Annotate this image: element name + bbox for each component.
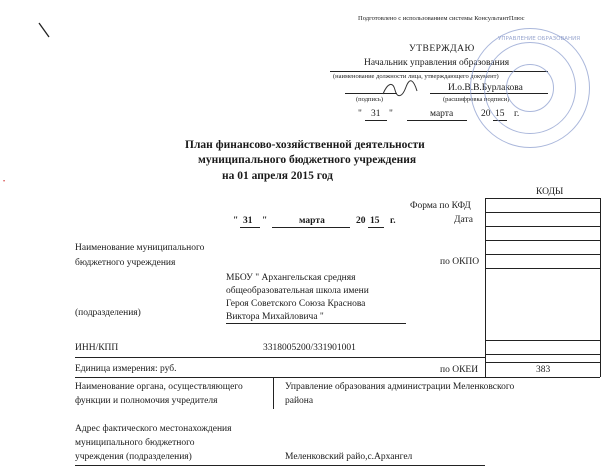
approval-date-close-quote: " [389,109,393,119]
header-note: Подготовлено с использованием системы КонсультантПлюс [358,15,525,22]
date-open-quote: " [233,216,239,226]
institution-value-line2: общеобразовательная школа имени [226,286,369,296]
name-caption: (расшифровка подписи) [443,96,510,103]
signature-mark [380,78,420,102]
founder-value-line1: Управление образования администрации Меленковского [285,382,515,392]
approval-day: 31 [371,109,381,119]
founder-value-line2: района [285,396,314,406]
position-caption: (наименование должности лица, утверждающего документ) [333,73,499,80]
plan-day: 31 [243,216,253,226]
approval-month: марта [430,109,454,119]
document-title-line2: муниципального бюджетного учреждения [198,154,417,166]
approval-title: УТВЕРЖДАЮ [409,44,475,54]
approval-year-word: г. [514,109,520,119]
signature-caption: (подпись) [356,96,383,103]
form-label: Форма по КФД [410,201,471,211]
approver-name: И.о.В.В.Бурлакова [448,83,523,93]
stamp-text: УПРАВЛЕНИЕ ОБРАЗОВАНИЯ [498,36,581,42]
address-value: Меленковский райо,с.Архангел [285,452,413,462]
inn-label: ИНН/КПП [75,343,119,353]
institution-value-line1: МБОУ " Архангельская средняя [226,273,356,283]
plan-year-prefix: 20 [356,216,366,226]
inn-value: 3318005200/331901001 [263,343,356,353]
address-label-line2: муниципального бюджетного [75,438,195,448]
approval-year-suffix: 15 [495,109,505,119]
institution-label-line1: Наименование муниципального [75,243,205,253]
address-label-line1: Адрес фактического местонахождения [75,424,232,434]
plan-month: марта [299,216,325,226]
document-title-line3: на 01 апреля 2015 год [222,170,333,182]
address-label-line3: учреждения (подразделения) [75,452,192,462]
approval-date-open-quote: " [358,109,362,119]
unit-label: Единица измерения: руб. [75,364,177,374]
institution-value-line4: Виктора Михайловича " [226,312,324,322]
okei-label: по ОКЕИ [440,365,479,375]
plan-year-suffix: 15 [370,216,380,226]
plan-year-word: г. [390,216,396,226]
okei-value: 383 [536,365,551,375]
founder-label-line1: Наименование органа, осуществляющего [75,382,243,392]
subdivision-label: (подразделения) [75,308,141,318]
institution-label-line2: бюджетного учреждения [75,258,176,268]
founder-label-line2: функции и полномочия учредителя [75,396,218,406]
document-title-line1: План финансово-хозяйственной деятельности [185,139,425,151]
date-close-quote: " [262,216,268,226]
codes-header: КОДЫ [536,187,564,197]
date-label: Дата [454,215,473,225]
scan-mark [37,22,51,38]
approver-position: Начальник управления образования [364,58,510,68]
okpo-label: по ОКПО [440,257,480,267]
approval-year-prefix: 20 [481,109,491,119]
edge-mark: • [3,179,6,185]
institution-value-line3: Героя Советского Союза Краснова [226,299,366,309]
